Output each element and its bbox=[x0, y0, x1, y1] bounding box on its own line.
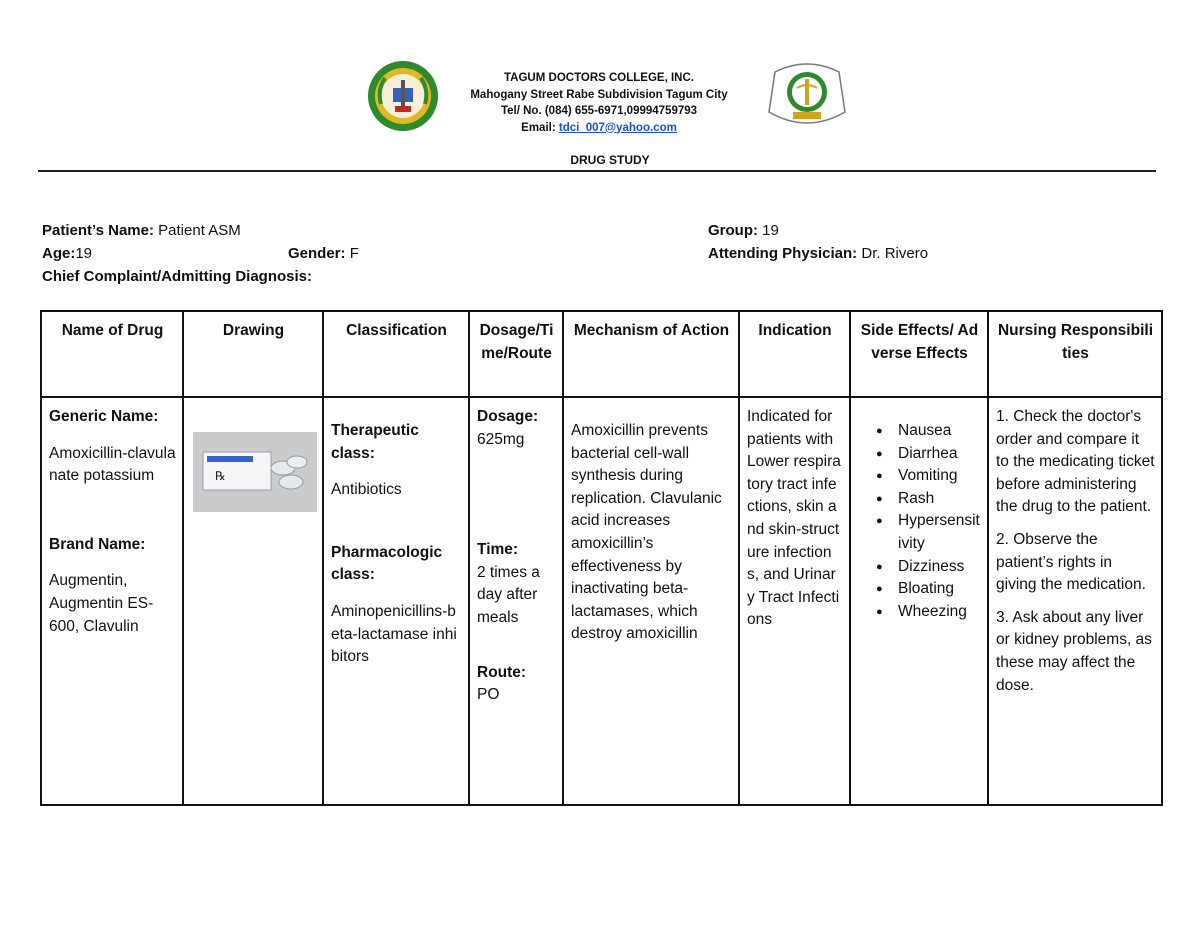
indication-text: Indicated for patients with Lower respiratory tract infections, skin and skin-structure infections, and Urinary Tract Infections bbox=[747, 408, 841, 629]
patient-info-right bbox=[708, 219, 928, 265]
header-drawing: Drawing bbox=[183, 311, 323, 397]
group-label: Group: bbox=[708, 222, 758, 239]
chief-complaint-line bbox=[42, 265, 312, 288]
nursing-badge-logo bbox=[765, 60, 849, 130]
pharmacologic-class: Aminopenicillins-beta-lactamase inhibitors bbox=[331, 602, 457, 666]
gender-label: Gender: bbox=[288, 245, 346, 262]
cell-dosage bbox=[469, 397, 563, 805]
patient-name: Patient ASM bbox=[158, 222, 241, 239]
email-link[interactable]: tdci_007@yahoo.com bbox=[558, 121, 677, 134]
list-item: ● Vomiting bbox=[898, 465, 981, 488]
list-item: ● Nausea bbox=[898, 420, 981, 443]
list-item: ● Bloating bbox=[898, 578, 981, 601]
responsibility-item: 3. Ask about any liver or kidney problems, as these may affect the dose. bbox=[996, 608, 1152, 694]
patient-name-line bbox=[42, 219, 312, 242]
side-effects-list bbox=[858, 420, 981, 623]
physician-label: Attending Physician: bbox=[708, 245, 858, 262]
list-item: ● Diarrhea bbox=[898, 443, 981, 466]
header-name-of-drug: Name of Drug bbox=[41, 311, 183, 397]
cell-classification bbox=[323, 397, 469, 805]
cell-mechanism bbox=[563, 397, 739, 805]
pharmacologic-class-label: Pharmacologic class: bbox=[331, 543, 443, 584]
drug-study-table bbox=[40, 310, 1163, 806]
header-dosage: Dosage/Time/Route bbox=[469, 311, 563, 397]
patient-info-left bbox=[42, 219, 359, 288]
list-item: ● Hypersensitivity bbox=[898, 510, 981, 555]
chief-complaint-label: Chief Complaint/Admitting Diagnosis: bbox=[42, 268, 312, 285]
responsibility-item: 1. Check the doctor's order and compare it to the medicating ticket before administering the drug to the patient. bbox=[996, 408, 1155, 516]
route-value: PO bbox=[477, 686, 500, 704]
cell-name-of-drug bbox=[41, 397, 183, 805]
document-title: DRUG STUDY bbox=[570, 153, 650, 167]
header-nursing-responsibilities: Nursing Responsibilities bbox=[988, 311, 1162, 397]
brand-name: Augmentin, Augmentin ES-600, Clavulin bbox=[49, 572, 154, 635]
patient-age: 19 bbox=[75, 245, 93, 262]
list-item: ● Wheezing bbox=[898, 601, 981, 624]
list-item: ● Dizziness bbox=[898, 556, 981, 579]
dosage-label: Dosage: bbox=[477, 408, 539, 425]
patient-age-line bbox=[42, 242, 312, 265]
age-label: Age: bbox=[42, 245, 76, 262]
header-divider bbox=[38, 170, 1156, 172]
patient-gender: F bbox=[349, 245, 359, 262]
college-tel: Tel/ No. (084) 655-6971,09994759793 bbox=[500, 105, 698, 117]
physician-line bbox=[708, 242, 928, 265]
patient-gender-line bbox=[288, 242, 359, 265]
email-label: Email: bbox=[521, 121, 556, 134]
physician-name: Dr. Rivero bbox=[861, 245, 929, 262]
generic-name-label: Generic Name: bbox=[49, 408, 159, 425]
generic-name: Amoxicillin-clavulanate potassium bbox=[49, 444, 176, 485]
responsibility-item: 2. Observe the patient’s rights in giving the medication. bbox=[996, 530, 1146, 594]
header-indication: Indication bbox=[739, 311, 850, 397]
svg-text:℞: ℞ bbox=[215, 469, 226, 483]
time-label: Time: bbox=[477, 541, 519, 559]
college-address: Mahogany Street Rabe Subdivision Tagum City bbox=[470, 88, 728, 101]
brand-name-label: Brand Name: bbox=[49, 535, 146, 553]
cell-indication bbox=[739, 397, 850, 805]
header-mechanism: Mechanism of Action bbox=[563, 311, 739, 397]
table-row bbox=[41, 397, 1162, 805]
list-item: ● Rash bbox=[898, 488, 981, 511]
group-line bbox=[708, 219, 928, 242]
college-name: TAGUM DOCTORS COLLEGE, INC. bbox=[504, 72, 694, 84]
cell-nursing-responsibilities bbox=[988, 397, 1162, 805]
therapeutic-class-label: Therapeutic class: bbox=[331, 422, 419, 462]
route-label: Route: bbox=[477, 663, 527, 681]
therapeutic-class: Antibiotics bbox=[331, 481, 402, 499]
header-side-effects: Side Effects/ Adverse Effects bbox=[850, 311, 988, 397]
group-value: 19 bbox=[762, 222, 779, 239]
time-value: 2 times a day after meals bbox=[477, 563, 540, 626]
table-header-row bbox=[41, 311, 1162, 397]
college-email-line bbox=[440, 120, 758, 137]
dosage-value: 625mg bbox=[477, 430, 525, 448]
cell-side-effects bbox=[850, 397, 988, 805]
cell-drawing bbox=[183, 397, 323, 805]
medicine-package-photo bbox=[193, 432, 317, 512]
letterhead bbox=[440, 70, 758, 136]
header-classification: Classification bbox=[323, 311, 469, 397]
college-seal-logo bbox=[367, 60, 439, 132]
mechanism-text: Amoxicillin prevents bacterial cell-wall synthesis during replication. Clavulanic acid increases amoxicillin’s effectiveness by inactivating beta-lactamases, which destroy amoxicillin bbox=[571, 422, 722, 643]
patient-name-label: Patient’s Name: bbox=[42, 222, 154, 239]
